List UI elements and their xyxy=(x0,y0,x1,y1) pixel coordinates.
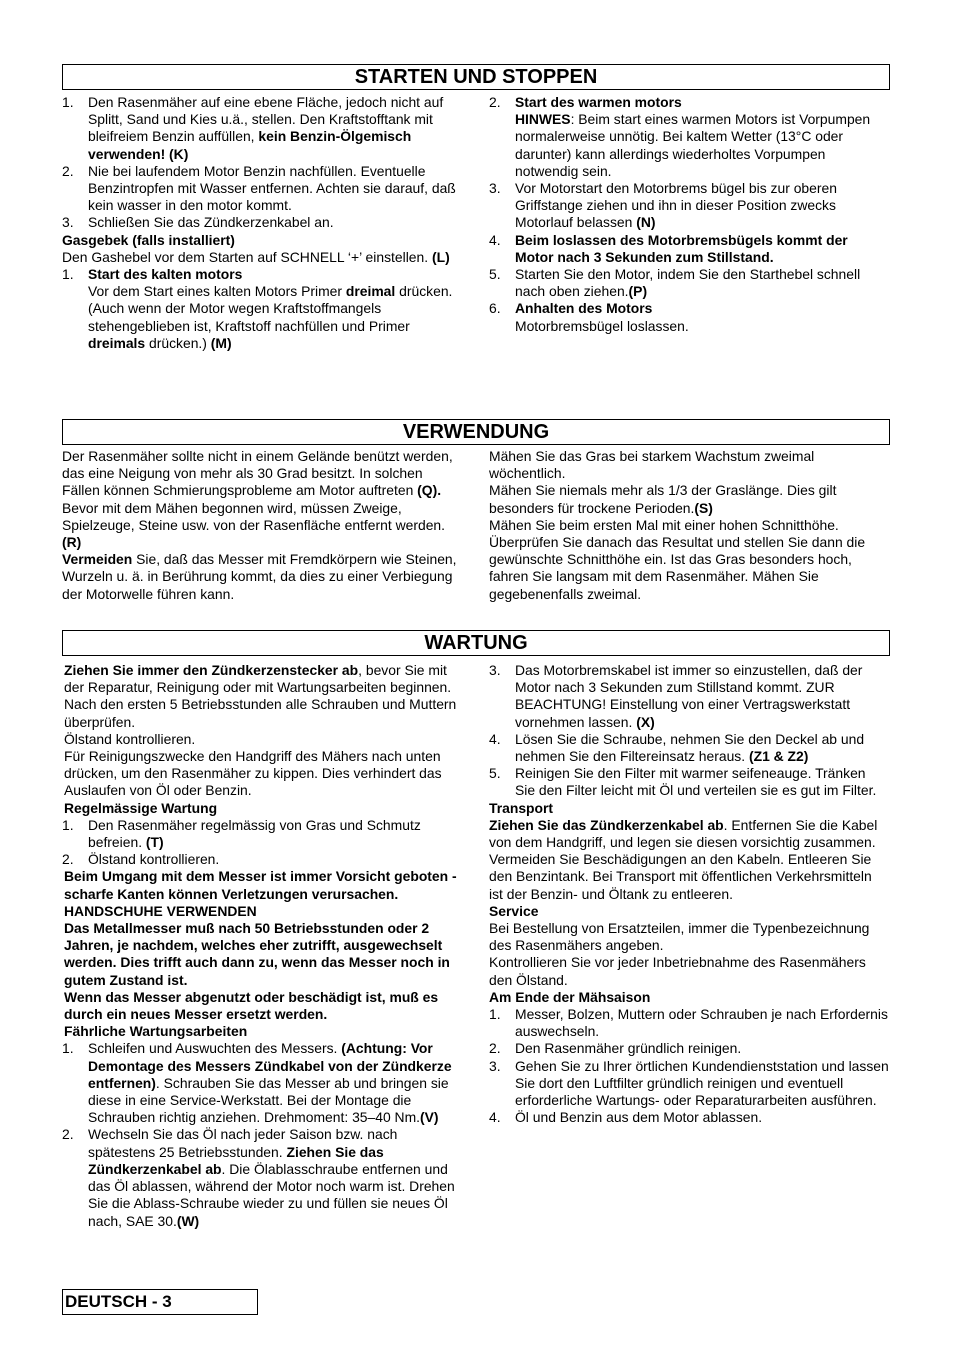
paragraph: Mähen Sie beim ersten Mal mit einer hohen Schnitthöhe. xyxy=(489,516,839,533)
list-item xyxy=(489,180,889,232)
item-text: Vor Motorstart den Motorbrems bügel bis zur oberen Griffstange ziehen und ihn in dieser Position zwecks Motorlauf belassen xyxy=(515,180,837,231)
list-item xyxy=(489,232,889,266)
item-text: Den Rasenmäher auf eine ebene Fläche, jedoch nicht auf Splitt, Sand und Kies u.ä., stellen. Den Kraftstofftank mit bleifreiem Benzin auffüllen, xyxy=(88,94,444,145)
list-item xyxy=(489,765,889,799)
item-text: Den Rasenmäher gründlich reinigen. xyxy=(515,1040,742,1057)
list-number: 5. xyxy=(489,266,501,283)
item-bold: (Achtung: Vor Demontage des Messers Zündkabel von der Zündkerze entfernen) xyxy=(88,1040,452,1091)
verwendung-left-column xyxy=(62,448,462,603)
item-text: Motorbremsbügel loslassen. xyxy=(515,317,689,334)
paragraph: , bevor Sie mit der Reparatur, Reinigung oder mit Wartungsarbeiten beginnen. xyxy=(64,662,452,696)
list-item xyxy=(62,214,462,231)
list-item xyxy=(62,1126,462,1229)
list-number: 2. xyxy=(62,162,74,179)
item-bold: kein Benzin-Ölgemisch verwenden! (K) xyxy=(88,128,412,162)
item-text: Messer, Bolzen, Muttern oder Schrauben je nach Erfordernis auswechseln. xyxy=(515,1006,888,1040)
paragraph-bold: Vermeiden xyxy=(62,551,133,568)
list-number: 4. xyxy=(489,1109,501,1126)
list-number: 1. xyxy=(62,266,74,283)
paragraph-bold: Ziehen Sie das Zündkerzenkabel ab xyxy=(489,816,724,833)
paragraph: Überprüfen Sie danach das Resultat und stellen Sie dann die gewünschte Schnitthöhe ein. Ist das Gras besonders hoch, fahren Sie langsam mit dem Rasenmäher. Mähen Sie gegebenenfalls zweimal. xyxy=(489,534,866,602)
list-item xyxy=(489,266,889,300)
list-number: 4. xyxy=(489,730,501,747)
starten-left-column xyxy=(62,94,462,352)
paragraph: Der Rasenmäher sollte nicht in einem Gelände benützt werden, das eine Neigung von mehr als 30 Grad besitzt. In solchen Fällen können Schmierungsprobleme am Motor auftreten xyxy=(62,448,453,499)
warning-text: Wenn das Messer abgenutzt oder beschädigt ist, muß es durch ein neues Messer ersetzt werden. xyxy=(64,988,439,1023)
figure-ref: (R) xyxy=(62,534,82,551)
item-bold: Ziehen Sie das Zündkerzenkabel ab xyxy=(88,1143,384,1177)
list-item xyxy=(489,1040,889,1057)
section-title-wartung: WARTUNG xyxy=(62,630,890,656)
list-number: 3. xyxy=(489,1057,501,1074)
paragraph: Ölstand kontrollieren. xyxy=(64,730,196,747)
list-number: 3. xyxy=(62,214,74,231)
item-text: Schließen Sie das Zündkerzenkabel an. xyxy=(88,214,334,231)
list-number: 6. xyxy=(489,300,501,317)
paragraph: Sie, daß das Messer mit Fremdkörpern wie Steinen, Wurzeln u. ä. in Berührung kommt, da dies zu einer Verbiegung der Motorwelle führen kann. xyxy=(62,551,457,602)
list-number: 5. xyxy=(489,765,501,782)
item-heading: Anhalten des Motors xyxy=(515,300,653,317)
list-number: 3. xyxy=(489,180,501,197)
list-number: 1. xyxy=(489,1006,501,1023)
paragraph: . Entfernen Sie die Kabel von dem Handgriff, und legen sie diesen vorsichtig zusammen. Vermeiden Sie Beschädigungen an den Kabeln. Entleeren Sie den Benzintank. Bei Transport mit öffentlichen Verkehrsmitteln ist der Benzin- und Öltank zu entleeren. xyxy=(489,816,878,902)
item-bold: dreimals xyxy=(88,334,146,351)
list-item xyxy=(489,1109,889,1126)
paragraph: Für Reinigungszwecke den Handgriff des Mähers nach unten drücken, um den Rasenmäher zu kippen. Dies verhindert das Auslaufen von Öl oder Benzin. xyxy=(64,748,442,799)
item-text: Den Rasenmäher regelmässig von Gras und Schmutz befreien. xyxy=(88,816,421,851)
figure-ref: (S) xyxy=(694,499,713,516)
starten-right-column xyxy=(489,94,889,335)
item-text: Vor dem Start eines kalten Motors Primer xyxy=(88,283,346,300)
gas-text: Den Gashebel vor dem Starten auf SCHNELL ‘+’ einstellen. xyxy=(62,248,432,265)
item-text: Wechseln Sie das Öl nach jeder Saison bzw. nach spätestens 25 Betriebsstunden. xyxy=(88,1126,398,1160)
list-number: 4. xyxy=(489,231,501,248)
figure-ref: (L) xyxy=(431,248,450,265)
item-text: . Die Ölablasschraube entfernen und das Öl ablassen, während der Motor noch warm ist. Drehen Sie die Ablass-Schraube wieder zu und füllen sie neues Öl nach, SAE 30. xyxy=(88,1160,455,1229)
page-footer-label: DEUTSCH - 3 xyxy=(62,1289,258,1315)
item-text: Schleifen und Auswuchten des Messers. xyxy=(88,1040,342,1057)
list-item xyxy=(62,94,462,163)
list-number: 1. xyxy=(62,816,74,833)
figure-ref: (N) xyxy=(636,214,656,231)
warning-text: HANDSCHUHE VERWENDEN xyxy=(64,902,257,919)
list-number: 3. xyxy=(489,662,501,678)
item-text: : Beim start eines warmen Motors ist Vorpumpen normalerweise unnötig. Bei kaltem Wetter (13°C oder darunter) kann allerdings wiederholtes Vorpumpen notwendig sein. xyxy=(515,111,871,179)
list-item xyxy=(489,731,889,765)
figure-ref: (Q). xyxy=(417,482,442,499)
list-item xyxy=(62,817,462,851)
item-text: Ölstand kontrollieren. xyxy=(88,851,220,868)
hinweis-label: HINWES xyxy=(515,111,571,128)
item-text: Lösen Sie die Schraube, nehmen Sie den Deckel ab und nehmen Sie den Filtereinsatz heraus. xyxy=(515,730,865,765)
subheading-faehrliche: Fährliche Wartungsarbeiten xyxy=(64,1023,248,1040)
item-text: Gehen Sie zu Ihrer örtlichen Kundendienststation und lassen Sie dort den Luftfilter gründlich reinigen und eventuell erforderliche Wartungs- oder Reparaturarbeiten ausführen. xyxy=(515,1057,889,1109)
subheading-transport: Transport xyxy=(489,799,554,816)
figure-ref: (V) xyxy=(420,1109,439,1126)
list-item xyxy=(489,1006,889,1040)
list-number: 2. xyxy=(62,1126,74,1143)
list-number: 2. xyxy=(489,94,501,110)
item-text: Nie bei laufendem Motor Benzin nachfüllen. Eventuelle Benzintropfen mit Wasser entfernen. Achten sie darauf, daß kein wasser in den motor kommt. xyxy=(88,162,456,214)
figure-ref: (W) xyxy=(176,1212,200,1229)
paragraph: Nach den ersten 5 Betriebsstunden alle Schrauben und Muttern überprüfen. xyxy=(64,696,457,730)
item-text: Starten Sie den Motor, indem Sie den Starthebel schnell nach oben ziehen. xyxy=(515,266,861,300)
warning-text: Beim Umgang mit dem Messer ist immer Vorsicht geboten - scharfe Kanten können Verletzungen verursachen. xyxy=(64,868,457,902)
list-number: 2. xyxy=(489,1040,501,1057)
list-item xyxy=(62,851,462,868)
list-item xyxy=(62,1040,462,1126)
item-text: Reinigen Sie den Filter mit warmer seifeneauge. Tränken Sie den Filter leicht mit Öl und verteilen sie es gut im Filter. xyxy=(515,765,877,799)
section-title-starten: STARTEN UND STOPPEN xyxy=(62,64,890,90)
paragraph: Bevor mit dem Mähen begonnen wird, müssen Zweige, Spielzeuge, Steine usw. von der Rasenfläche entfernt werden. xyxy=(62,499,446,533)
figure-ref: (T) xyxy=(145,834,164,851)
item-heading: Start des kalten motors xyxy=(88,266,243,283)
subheading-regelmaessig: Regelmässige Wartung xyxy=(64,799,218,816)
warning-text: Das Metallmesser muß nach 50 Betriebsstunden oder 2 Jahren, je nachdem, welches eher zutrifft, ausgewechselt werden. Dies trifft auch dann zu, wenn das Messer noch in gutem Zustand ist. xyxy=(64,920,450,988)
item-bold: Beim loslassen des Motorbremsbügels kommt der Motor nach 3 Sekunden zum Stillstand. xyxy=(515,231,848,265)
wartung-left-column xyxy=(62,662,462,1230)
list-item xyxy=(489,94,889,180)
item-heading: Start des warmen motors xyxy=(515,94,682,110)
verwendung-right-column xyxy=(489,448,889,603)
figure-ref: (M) xyxy=(210,334,232,351)
figure-ref: (P) xyxy=(628,283,648,300)
subheading-ende: Am Ende der Mähsaison xyxy=(489,988,651,1005)
list-number: 1. xyxy=(62,94,74,110)
list-number: 1. xyxy=(62,1040,74,1057)
paragraph: Mähen Sie niemals mehr als 1/3 der Graslänge. Dies gilt besonders für trockene Perioden. xyxy=(489,482,837,516)
wartung-right-column xyxy=(489,662,889,1126)
figure-ref: (Z1 & Z2) xyxy=(748,748,809,765)
paragraph-bold: Ziehen Sie immer den Zündkerzenstecker ab xyxy=(64,662,359,678)
item-text: drücken. (Auch wenn der Motor wegen Kraftstoffmangels stehengeblieben ist, Kraftstoff nachfüllen und Primer xyxy=(88,283,453,334)
section-title-verwendung: VERWENDUNG xyxy=(62,419,890,445)
figure-ref: (X) xyxy=(636,713,655,730)
item-text: drücken.) xyxy=(145,334,211,351)
list-number: 2. xyxy=(62,851,74,868)
list-item xyxy=(489,300,889,334)
item-bold: dreimal xyxy=(345,283,396,300)
item-text: Öl und Benzin aus dem Motor ablassen. xyxy=(515,1109,763,1126)
item-text: Das Motorbremskabel ist immer so einzustellen, daß der Motor nach 3 Sekunden zum Stillstand kommt. ZUR BEACHTUNG! Einstellung von einer Vertragswerkstatt vornehmen lassen. xyxy=(515,662,863,730)
item-text: . Schrauben Sie das Messer ab und bringen sie diese in eine Service-Werkstatt. Bei der Montage die Schrauben richtig anziehen. Drehmoment: 35–40 Nm. xyxy=(88,1074,449,1126)
subheading-gasgebek: Gasgebek (falls installiert) xyxy=(62,231,235,248)
list-item xyxy=(489,1058,889,1110)
subheading-service: Service xyxy=(489,902,539,919)
paragraph: Bei Bestellung von Ersatzteilen, immer die Typenbezeichnung des Rasenmähers angeben. xyxy=(489,920,870,954)
paragraph: Mähen Sie das Gras bei starkem Wachstum zweimal wöchentlich. xyxy=(489,448,815,482)
list-item xyxy=(62,266,462,352)
paragraph: Kontrollieren Sie vor jeder Inbetriebnahme des Rasenmähers den Ölstand. xyxy=(489,954,866,988)
list-item xyxy=(489,662,889,731)
list-item xyxy=(62,163,462,215)
